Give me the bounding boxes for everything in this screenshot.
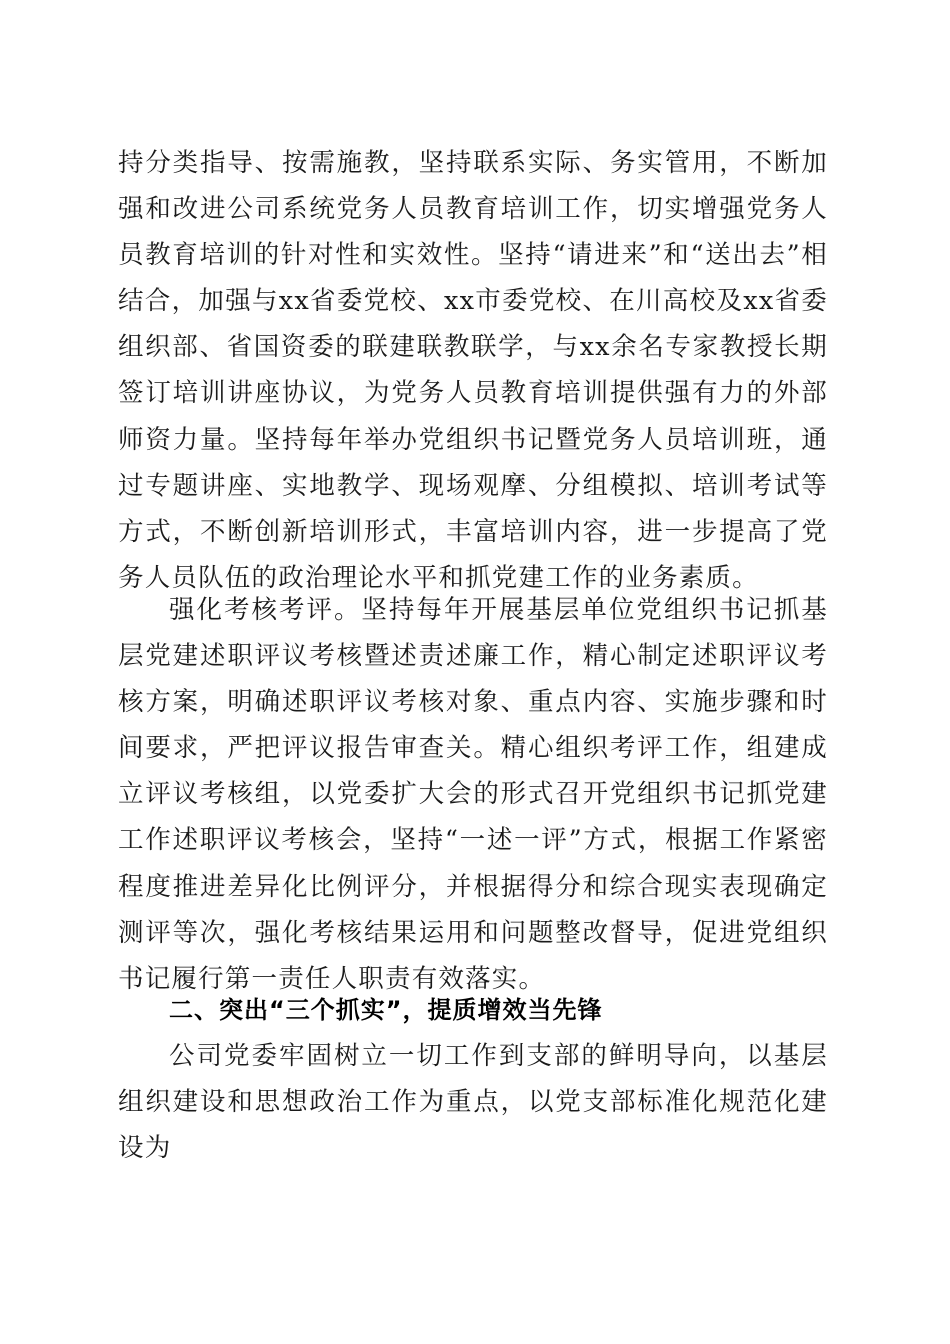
paragraph-closing: 公司党委牢固树立一切工作到支部的鲜明导向，以基层组织建设和思想政治工作为重点，以党支部标准化规范化建设为 xyxy=(118,1041,828,1164)
paragraph-training: 持分类指导、按需施教，坚持联系实际、务实管用，不断加强和改进公司系统党务人员教育培训工作，切实增强党务人员教育培训的针对性和实效性。坚持“请进来”和“送出去”相结合，加强与xx省委党校、xx市委党校、在川高校及xx省委组织部、省国资委的联建联教联学，与xx余名专家教授长期签订培训讲座协议，为党务人员教育培训提供强有力的外部师资力量。坚持每年举办党组织书记暨党务人员培训班，通过专题讲座、实地教学、现场观摩、分组模拟、培训考试等方式，不断创新培训形式，丰富培训内容，进一步提高了党务人员队伍的政治理论水平和抓党建工作的业务素质。 xyxy=(118,148,828,593)
paragraph-assessment: 强化考核考评。坚持每年开展基层单位党组织书记抓基层党建述职评议考核暨述责述廉工作，精心制定述职评议考核方案，明确述职评议考核对象、重点内容、实施步骤和时间要求，严把评议报告审查关。精心组织考评工作，组建成立评议考核组，以党委扩大会的形式召开党组织书记抓党建工作述职评议考核会，坚持“一述一评”方式，根据工作紧密程度推进差异化比例评分，并根据得分和综合现实表现确定测评等次，强化考核结果运用和问题整改督导，促进党组织书记履行第一责任人职责有效落实。 xyxy=(118,595,828,994)
section-heading: 二、突出“三个抓实”，提质增效当先锋 xyxy=(169,996,603,1024)
